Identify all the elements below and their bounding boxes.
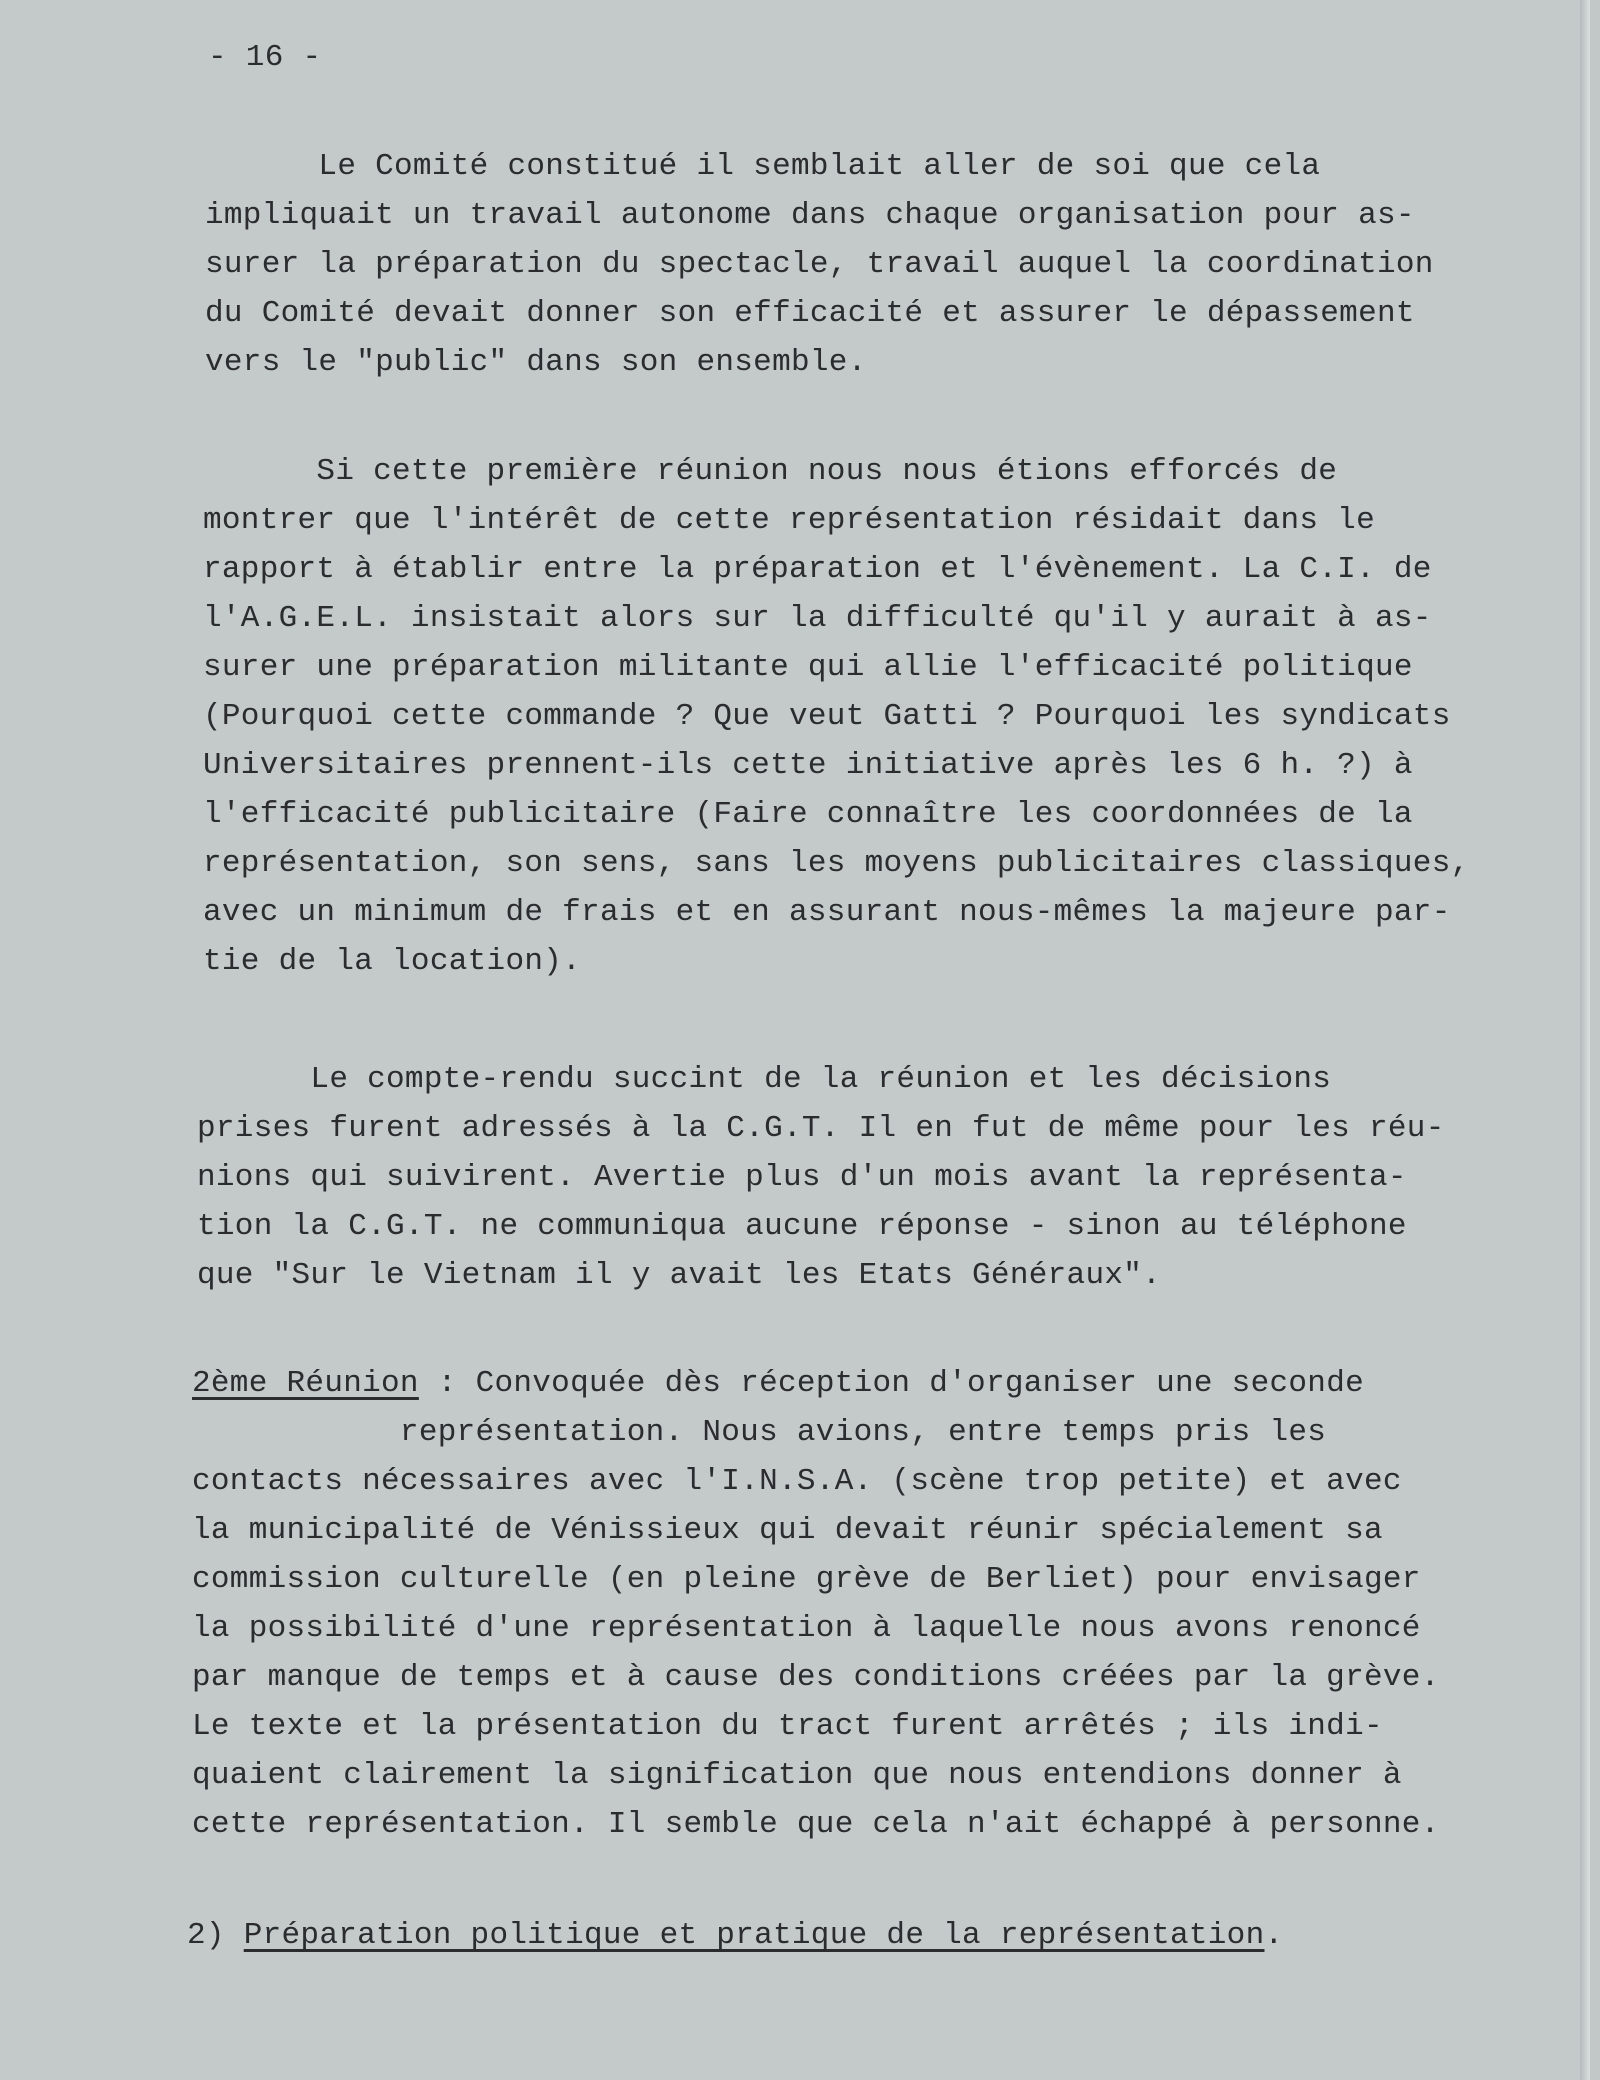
section-title: Préparation politique et pratique de la représentation [243,1918,1265,1953]
section-heading: 2) Préparation politique et pratique de la représentation. [187,1918,1284,1953]
text-line: la possibilité d'une représentation à laquelle nous avons renoncé [192,1611,1421,1646]
page-number: - 16 - [208,40,322,75]
text-line: Universitaires prennent-ils cette initiative après les 6 h. ?) à [203,748,1413,783]
text-line: quaient clairement la signification que nous entendions donner à [192,1758,1402,1793]
text-line: cette représentation. Il semble que cela n'ait échappé à personne. [192,1807,1440,1842]
text-line: vers le "public" dans son ensemble. [205,345,867,380]
paragraph-report-cgt [197,1055,1445,1300]
text-line: avec un minimum de frais et en assurant nous-mêmes la majeure par- [203,895,1451,930]
text-line: impliquait un travail autonome dans chaque organisation pour as- [205,198,1415,233]
text-line: du Comité devait donner son efficacité et assurer le dépassement [205,296,1415,331]
text-line: surer une préparation militante qui allie l'efficacité politique [203,650,1413,685]
text-line: montrer que l'intérêt de cette représentation résidait dans le [203,503,1375,538]
text-line: Le texte et la présentation du tract furent arrêtés ; ils indi- [192,1709,1383,1744]
text-line: l'efficacité publicitaire (Faire connaître les coordonnées de la [203,797,1413,832]
text-line: commission culturelle (en pleine grève de Berliet) pour envisager [192,1562,1421,1597]
text-line: contacts nécessaires avec l'I.N.S.A. (scène trop petite) et avec [192,1464,1402,1499]
text-line: (Pourquoi cette commande ? Que veut Gatti ? Pourquoi les syndicats [203,699,1451,734]
text-line: surer la préparation du spectacle, travail auquel la coordination [205,247,1434,282]
text-line: Le compte-rendu succint de la réunion et les décisions [197,1062,1332,1097]
text-line: tion la C.G.T. ne communiqua aucune réponse - sinon au téléphone [197,1209,1407,1244]
text-line: Le Comité constitué il semblait aller de soi que cela [205,149,1321,184]
text-line: la municipalité de Vénissieux qui devait réunir spécialement sa [192,1513,1383,1548]
text-line: représentation, son sens, sans les moyens publicitaires classiques, [203,846,1470,881]
text-line: tie de la location). [203,944,582,979]
paragraph-committee [205,142,1434,387]
text-line: représentation. Nous avions, entre temps pris les [192,1415,1327,1450]
second-meeting-first-line: 2ème Réunion : Convoquée dès réception d'organiser une seconde [192,1366,1365,1401]
text-line: l'A.G.E.L. insistait alors sur la difficulté qu'il y aurait à as- [203,601,1432,636]
text-line: par manque de temps et à cause des conditions créées par la grève. [192,1660,1440,1695]
paragraph-first-meeting [203,447,1470,986]
text-line: rapport à établir entre la préparation et l'évènement. La C.I. de [203,552,1432,587]
page-edge [1580,0,1590,2080]
section-number: 2) [187,1918,244,1953]
second-meeting-intro: Convoquée dès réception d'organiser une seconde [475,1366,1365,1401]
paragraph-second-meeting [192,1359,1440,1849]
text-line: Si cette première réunion nous nous étions efforcés de [203,454,1338,489]
text-line: prises furent adressés à la C.G.T. Il en fut de même pour les réu- [197,1111,1445,1146]
text-line: nions qui suivirent. Avertie plus d'un mois avant la représenta- [197,1160,1407,1195]
text-line: que "Sur le Vietnam il y avait les Etats Généraux". [197,1258,1162,1293]
second-meeting-label: 2ème Réunion [192,1366,419,1401]
